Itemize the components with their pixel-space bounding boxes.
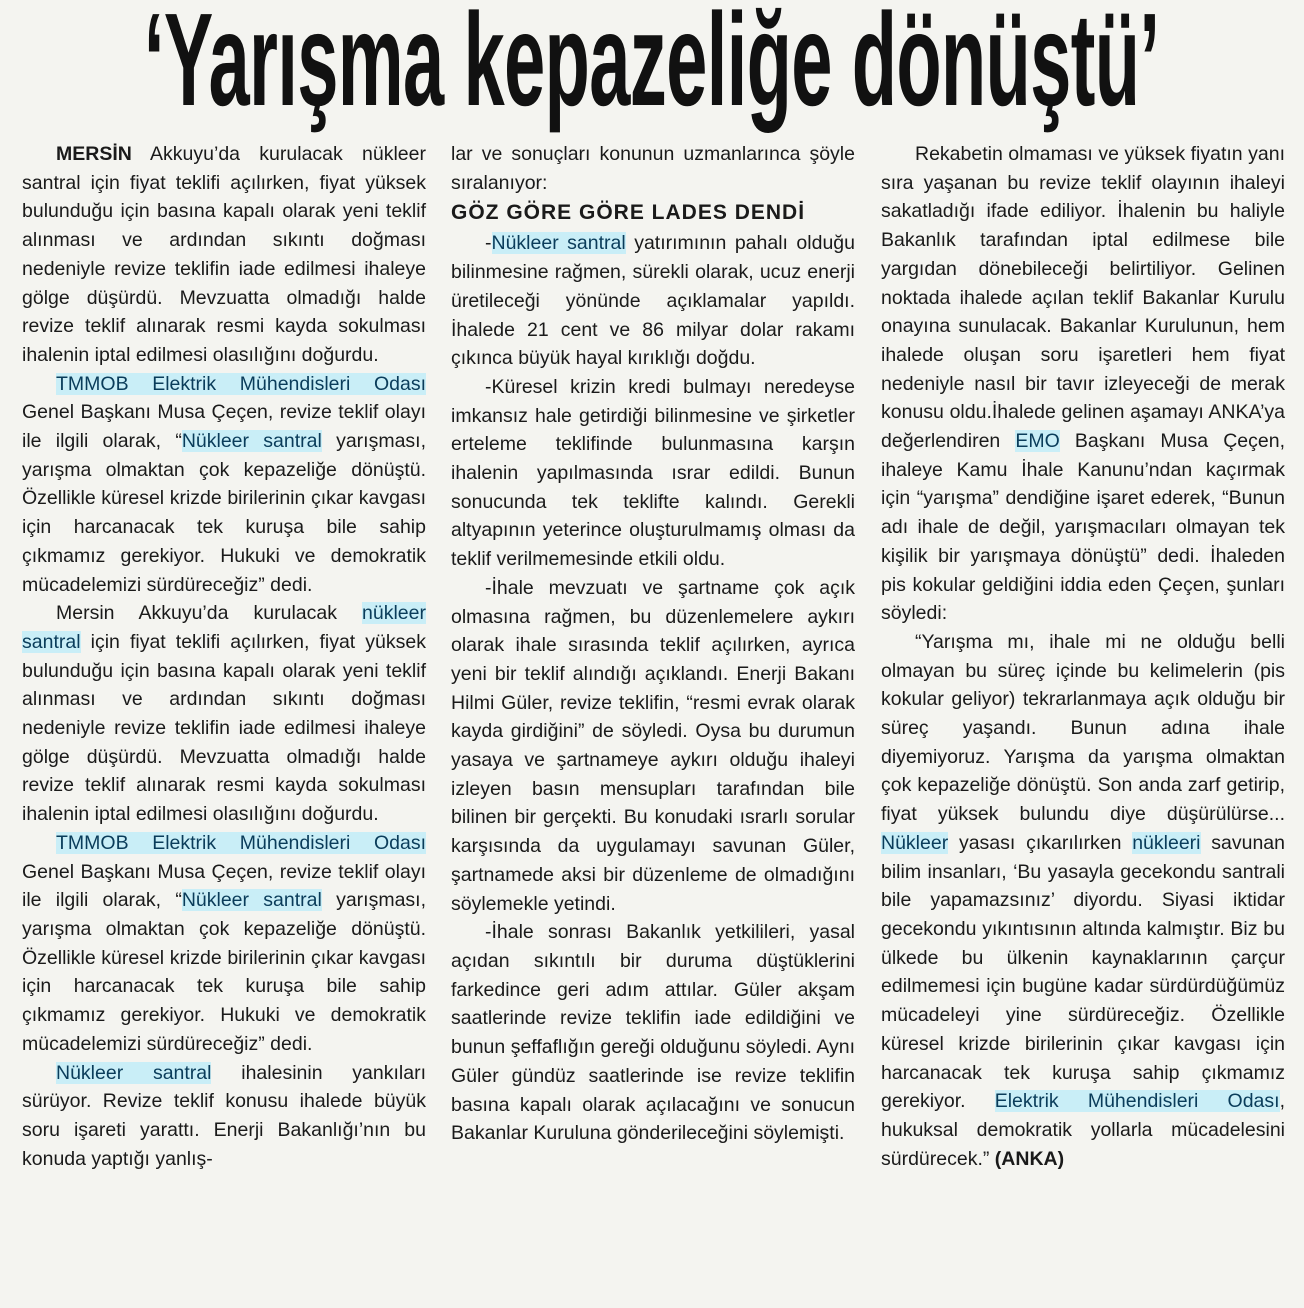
highlight: nükleer santral xyxy=(22,602,426,653)
text: yasası çıkarılırken xyxy=(948,831,1133,854)
column-3 xyxy=(881,140,1285,1173)
text: -İhale sonrası Bakanlık yetkilileri, yasal açıdan sıkıntılı bir duruma düştüklerini farkedince geri adım attılar. Güler akşam saatlerinde revize teklifin iade edildiğini ve bunun şeffaflığın gereği olduğunu söyledi. Aynı Güler gündüz saatlerinde ise revize teklifin basına kapalı olarak açılacağını ve sonucun Bakanlar Kuruluna gönderileceğini söylemişti. xyxy=(451,921,855,1145)
text: Mersin Akkuyu’da kurulacak xyxy=(56,602,363,625)
text: yarışması, yarışma olmaktan çok kepazeliğe dönüştü. Özellikle küresel krizde birilerinin çıkar kavgası için harcanacak tek kuruşa bile sahip çıkmamız gerekiyor. Hukuki ve demokratik mücadelemizi sürdüreceğiz” dedi. xyxy=(22,430,427,596)
text: için fiyat teklifi açılırken, fiyat yüksek bulunduğu için basına kapalı olarak yeni teklif alınması ve ardından sıkıntı doğması nedeniyle revize teklifin iade edilmesi ihaleye gölge düşürdü. Mevzuatta olmadığı halde revize teklif alınarak resmi kayda sokulması ihalenin iptal edilmesi olasılığını doğurdu. xyxy=(22,630,426,826)
highlight: TMMOB Elektrik Mühendisleri Odası xyxy=(56,372,426,395)
paragraph xyxy=(22,599,426,829)
text: lar ve sonuçları konunun uzmanlarınca şöyle sıralanıyor: xyxy=(451,143,855,194)
highlight: Elektrik Mühendisleri Odası xyxy=(994,1090,1280,1113)
text: ihalesinin yankıları sürüyor. Revize teklif konusu ihalede büyük soru işareti yarattı. Enerji Bakanlığı’nın bu konuda yaptığı yanlış- xyxy=(22,1061,426,1170)
text: yatırımının pahalı olduğu bilinmesine rağmen, sürekli olarak, ucuz enerji üretileceği yönünde açıklamalar yapıldı. İhalede 21 cent ve 86 milyar dolar rakamı çıkınca büyük hayal kırıklığı doğdu. xyxy=(451,232,855,370)
text: “Yarışma mı, ihale mi ne olduğu belli olmayan bu süreç içinde bu kelimelerin (pis kokular geliyor) tekrarlanmaya açık olduğu bir süreç yaşandı. Bunun adına ihale diyemiyoruz. Yarışma da yarışma olmaktan çok kepazeliğe dönüştü. Son anda zarf getirip, fiyat yüksek bulundu diye düşürülürse... xyxy=(881,630,1285,826)
paragraph xyxy=(451,373,855,574)
text: -İhale mevzuatı ve şartname çok açık olmasına rağmen, bu düzenlemelere aykırı olarak ihale sırasında teklif açılırken, ayrıca yeni bir teklif alındığı açıklandı. Enerji Bakanı Hilmi Güler, revize teklifin, “resmi evrak olarak kayda girdiğini” de söyledi. Oysa bu durumun yasaya ve şartnameye aykırı olduğu ihaleyi izleyen basın mensupları tarafından bile bilinen bir gerçekti. Bu konudaki ısrarlı sorular karşısında da uygulamayı savunan Güler, şartnamede aksi bir düzenleme de olmadığını söylemekle yetindi. xyxy=(451,576,855,915)
paragraph xyxy=(881,140,1285,628)
text: Genel Başkanı Musa Çeçen, revize teklif olayı ile ilgili olarak, “ xyxy=(22,401,426,453)
highlight: EMO xyxy=(1015,430,1060,453)
text: Rekabetin olmaması ve yüksek fiyatın yanı sıra yaşanan bu revize teklif olayının ihaleyi sakatladığı ifade ediliyor. İhalenin bu haliyle Bakanlık tarafından iptal edilmese bile yargıdan dönebileceği belirtiliyor. Gelinen noktada ihalede açılan teklif Bakanlar Kurulu onayına sunulacak. Bakanlar Kurulunun, hem ihalede oluşan soru işaretleri hem fiyat nedeniyle nasıl bir tavır izleyeceği de merak konusu oldu.İhalede gelinen aşamayı ANKA’ya değerlendiren xyxy=(881,143,1285,453)
source-credit: (ANKA) xyxy=(994,1147,1065,1170)
paragraph xyxy=(22,370,426,600)
subheading: GÖZ GÖRE GÖRE LADES DENDİ xyxy=(451,201,806,225)
paragraph xyxy=(451,140,855,197)
column-1 xyxy=(22,140,426,1173)
highlight: Nükleer xyxy=(881,831,949,854)
dateline: MERSİN xyxy=(56,143,132,165)
headline: ‘Yarışma kepazeliğe dönüştü’ xyxy=(144,0,1160,133)
text: Başkanı Musa Çeçen, ihaleye Kamu İhale Kanunu’ndan kaçırmak için “yarışma” dendiğine işaret ederek, “Bunun adı ihale de değil, yarışmacıları olmayan tek kişilik bir yarışmaya dönüştü” dedi. İhaleden pis kokular geldiğini iddia eden Çeçen, şunları söyledi: xyxy=(881,430,1285,625)
highlight: TMMOB Elektrik Mühendisleri Odası xyxy=(56,831,426,854)
paragraph xyxy=(22,140,426,370)
paragraph xyxy=(451,574,855,918)
headline-block xyxy=(0,0,1304,135)
highlight: Nükleer santral xyxy=(491,232,626,255)
text: savunan bilim insanları, ‘Bu yasayla gecekondu santrali bile yapamazsınız’ diyordu. Siyasi iktidar gecekondu yıkıntısının altında kalmıştır. Biz bu ülkede bu ülkenin kaynaklarının çarçur edilmemesi için bugüne kadar sürdürdüğümüz mücadeleyi yine sürdüreceğiz. Özellikle küresel krizde birilerinin çıkar kavgası için harcanacak tek kuruşa sahip çıkmamız gerekiyor. xyxy=(881,831,1285,1113)
paragraph xyxy=(451,229,855,373)
paragraph xyxy=(22,1059,426,1174)
paragraph xyxy=(22,829,426,1059)
highlight: Nükleer santral xyxy=(181,430,322,453)
highlight: nükleeri xyxy=(1132,831,1201,854)
highlight: Nükleer santral xyxy=(181,889,322,912)
text: yarışması, yarışma olmaktan çok kepazeliğe dönüştü. Özellikle küresel krizde birilerinin çıkar kavgası için harcanacak tek kuruşa bile sahip çıkmamız gerekiyor. Hukuki ve demokratik mücadelemizi sürdüreceğiz” dedi. xyxy=(22,889,427,1055)
paragraph xyxy=(451,918,855,1148)
text: - xyxy=(485,232,492,255)
text: Genel Başkanı Musa Çeçen, revize teklif olayı ile ilgili olarak, “ xyxy=(22,860,426,912)
column-2 xyxy=(451,140,855,1148)
text: -Küresel krizin kredi bulmayı neredeyse imkansız hale getirdiği bilinmesine ve şirketler erteleme teklifinde bulunmasına karşın ihalenin yapılmasında ısrar edildi. Bunun sonucunda tek teklifte kalındı. Gerekli altyapının yeterince oluşturulmamış olması da teklif verilmemesinde etkili oldu. xyxy=(451,375,855,571)
highlight: Nükleer santral xyxy=(56,1061,212,1084)
text: Akkuyu’da kurulacak nükleer santral için fiyat teklifi açılırken, fiyat yüksek bulunduğu için basına kapalı olarak yeni teklif alınması ve ardından sıkıntı doğması nedeniyle revize teklifin iade edilmesi ihaleye gölge düşürdü. Mevzuatta olmadığı halde revize teklif alınarak resmi kayda sokulması ihalenin iptal edilmesi olasılığını doğurdu. xyxy=(22,143,426,366)
text: , hukuksal demokratik yollarla mücadelesini sürdürecek.” xyxy=(881,1090,1285,1170)
paragraph xyxy=(881,628,1285,1173)
